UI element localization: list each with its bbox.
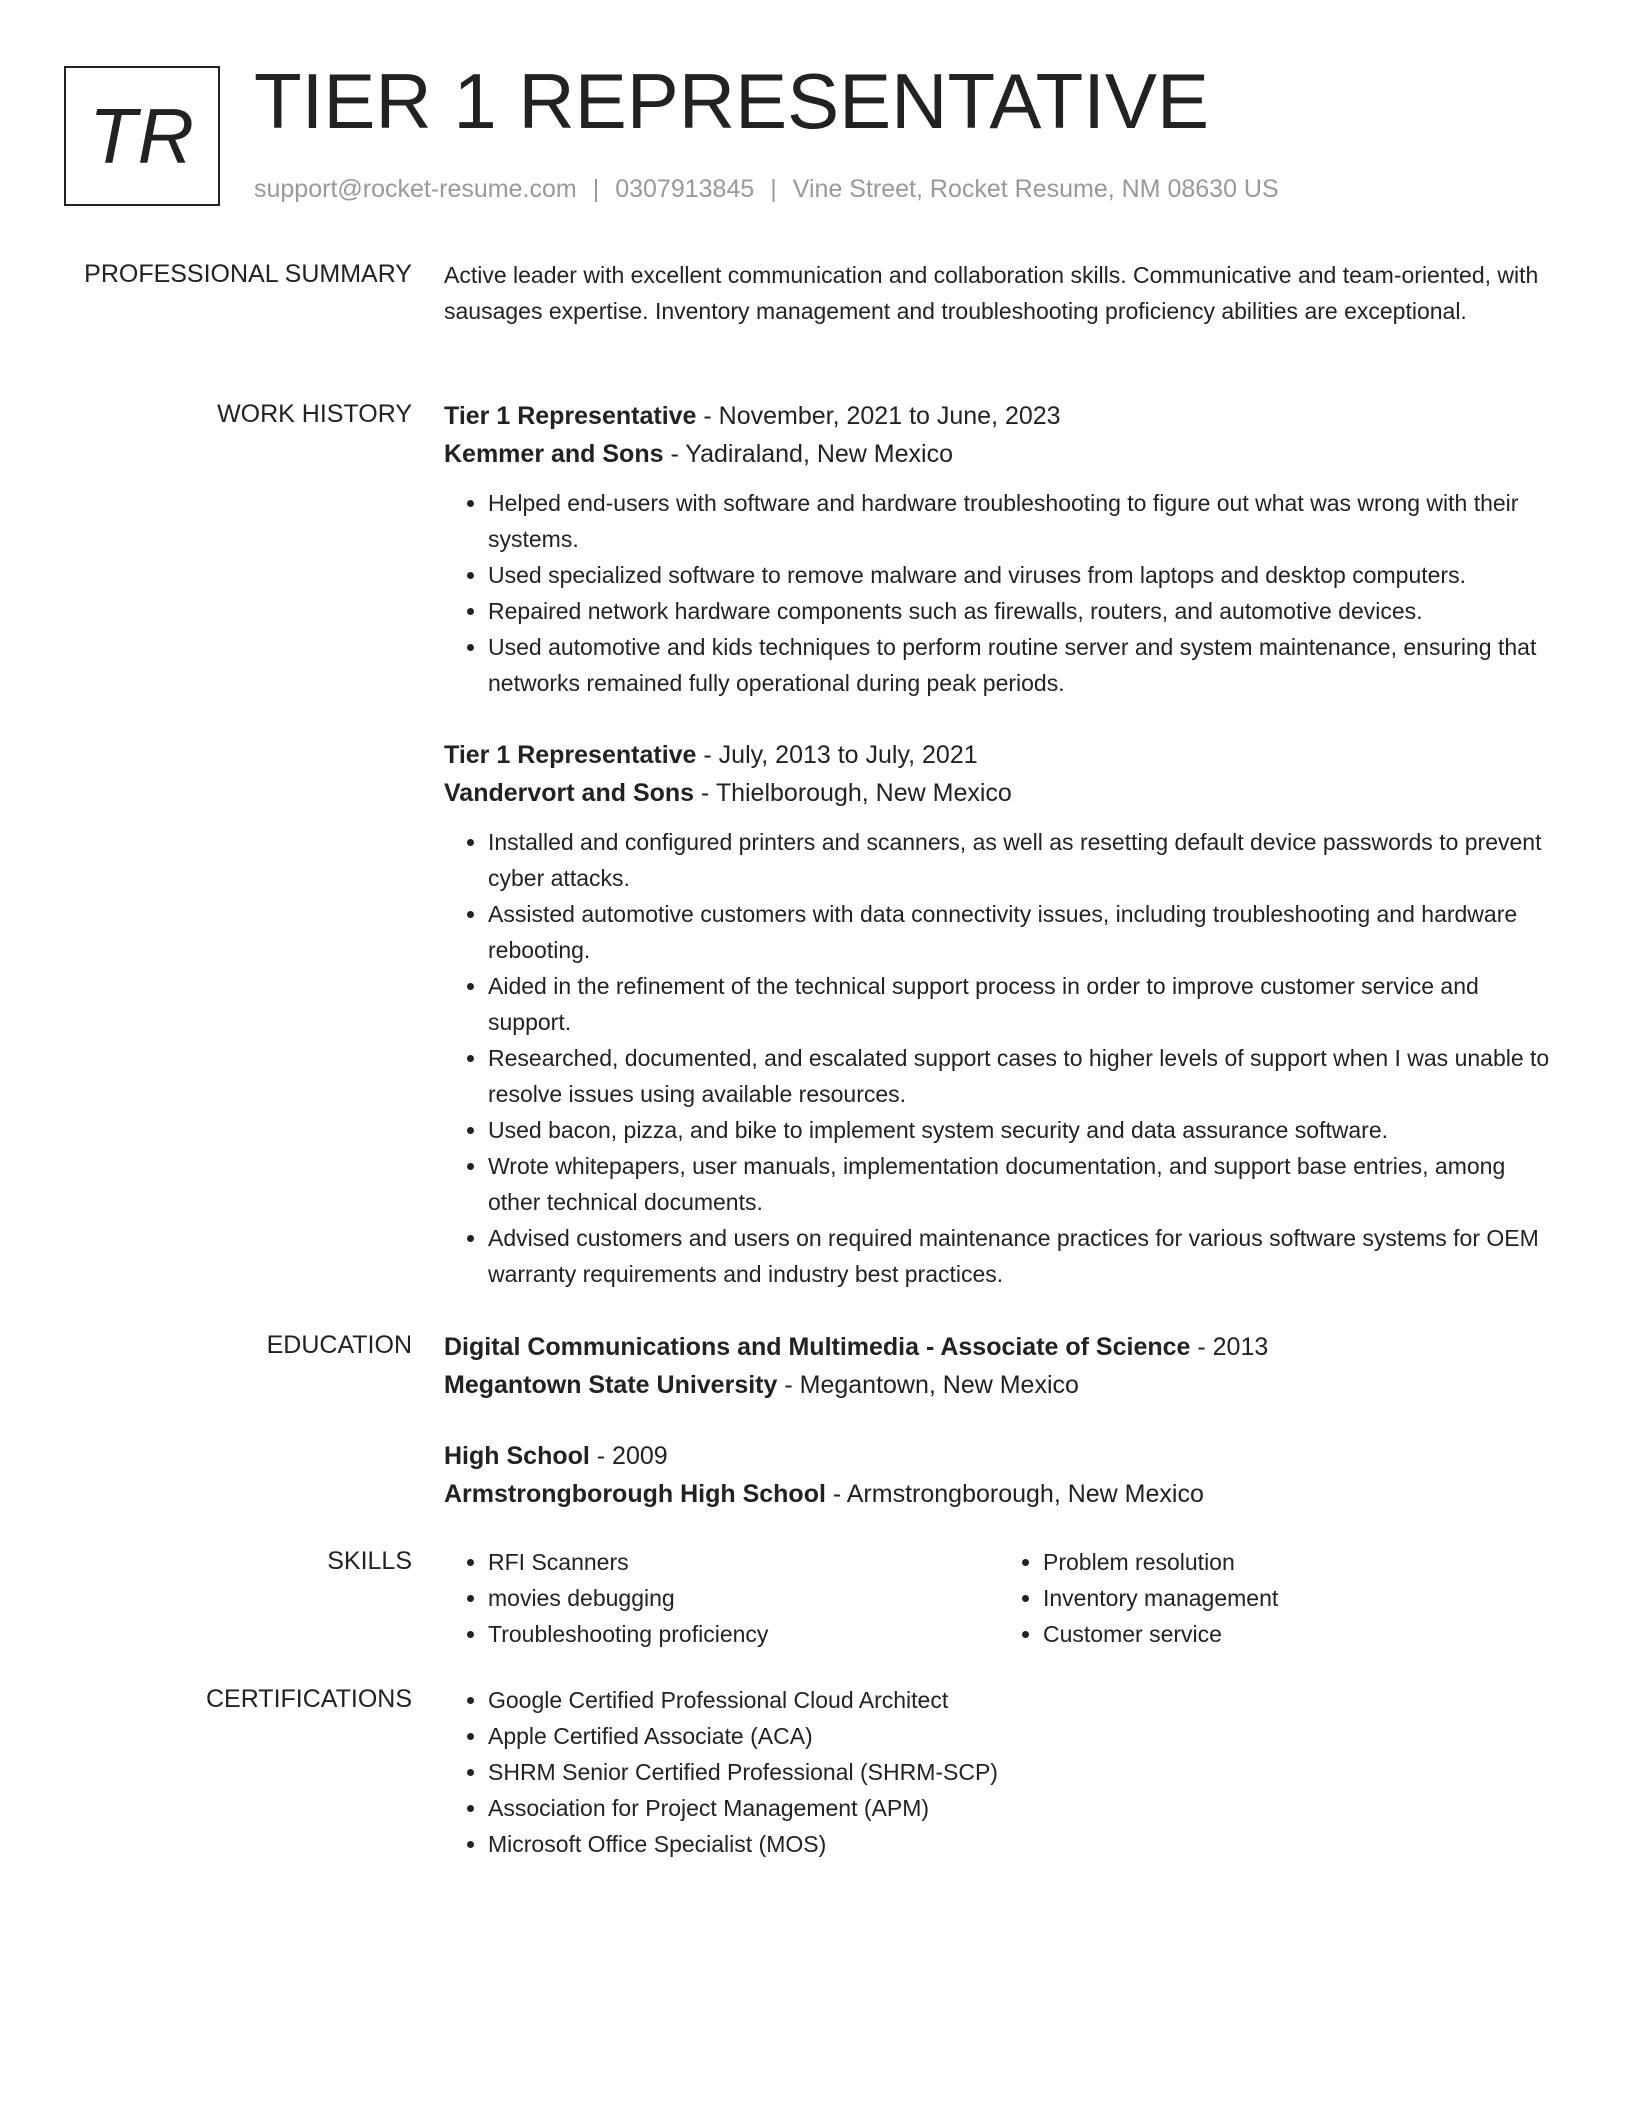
- job-company-line: [444, 774, 1554, 812]
- list-item: • Assisted automotive customers with data connectivity issues, including troubleshooting and hardware rebooting.: [488, 896, 1554, 968]
- school-line: [444, 1366, 1554, 1404]
- school-location: - Megantown, New Mexico: [777, 1371, 1079, 1399]
- section-label-skills: SKILLS: [327, 1547, 412, 1575]
- job-bullets: [444, 485, 1554, 701]
- education-entry: [444, 1328, 1554, 1404]
- contact-separator: |: [592, 175, 600, 203]
- job-entry: [444, 736, 1554, 1292]
- education-entry: [444, 1437, 1554, 1513]
- job-entry: [444, 397, 1554, 701]
- summary-text: Active leader with excellent communication and collaboration skills. Communicative and team-oriented, with sausages expertise. Inventory management and troubleshooting proficiency abilities are exceptional.: [444, 262, 1539, 324]
- contact-separator: |: [770, 175, 777, 203]
- list-item: • Apple Certified Associate (ACA): [488, 1718, 1554, 1754]
- degree-year: - 2009: [589, 1442, 668, 1470]
- list-item: • Problem resolution: [1043, 1544, 1554, 1580]
- job-location: - Thielborough, New Mexico: [694, 779, 1012, 807]
- degree-year: - 2013: [1190, 1333, 1269, 1361]
- list-item: • Microsoft Office Specialist (MOS): [488, 1826, 1554, 1862]
- job-company-line: [444, 435, 1554, 473]
- list-item: • RFI Scanners: [488, 1544, 999, 1580]
- certifications-list: [444, 1682, 1554, 1862]
- list-item: • Researched, documented, and escalated support cases to higher levels of support when I was unable to resolve issues using available resources.: [488, 1040, 1554, 1112]
- list-item: • Wrote whitepapers, user manuals, implementation documentation, and support base entries, among other technical documents.: [488, 1148, 1554, 1220]
- page-title: TIER 1 REPRESENTATIVE: [254, 57, 1209, 145]
- list-item: • Used automotive and kids techniques to perform routine server and system maintenance, ensuring that networks remained fully operational during peak periods.: [488, 629, 1554, 701]
- contact-email[interactable]: support@rocket-resume.com: [254, 175, 577, 203]
- job-title-line: [444, 397, 1554, 435]
- section-label-summary: PROFESSIONAL SUMMARY: [84, 260, 412, 288]
- list-item: • Google Certified Professional Cloud Architect: [488, 1682, 1554, 1718]
- degree-line: [444, 1328, 1554, 1366]
- list-item: • Advised customers and users on required maintenance practices for various software systems for OEM warranty requirements and industry best practices.: [488, 1220, 1554, 1292]
- list-item: • Inventory management: [1043, 1580, 1554, 1616]
- job-title: Tier 1 Representative: [444, 741, 697, 769]
- list-item: • Troubleshooting proficiency: [488, 1616, 999, 1652]
- job-company: Vandervort and Sons: [444, 779, 695, 807]
- list-item: • Customer service: [1043, 1616, 1554, 1652]
- skills-list-right: [999, 1544, 1554, 1652]
- list-item: • Association for Project Management (APM): [488, 1790, 1554, 1826]
- degree-line: [444, 1437, 1554, 1475]
- degree-title: High School: [444, 1442, 590, 1470]
- job-dates: - July, 2013 to July, 2021: [696, 741, 978, 769]
- list-item: • Repaired network hardware components such as firewalls, routers, and automotive devices.: [488, 593, 1554, 629]
- list-item: • Used specialized software to remove malware and viruses from laptops and desktop computers.: [488, 557, 1554, 593]
- list-item: • Used bacon, pizza, and bike to implement system security and data assurance software.: [488, 1112, 1554, 1148]
- list-item: • Installed and configured printers and scanners, as well as resetting default device passwords to prevent cyber attacks.: [488, 824, 1554, 896]
- school-line: [444, 1475, 1554, 1513]
- list-item: • movies debugging: [488, 1580, 999, 1616]
- list-item: • Helped end-users with software and hardware troubleshooting to figure out what was wrong with their systems.: [488, 485, 1554, 557]
- list-item: • SHRM Senior Certified Professional (SHRM-SCP): [488, 1754, 1554, 1790]
- degree-title: Digital Communications and Multimedia - Associate of Science: [444, 1333, 1191, 1361]
- job-location: - Yadiraland, New Mexico: [663, 440, 953, 468]
- section-label-work-history: WORK HISTORY: [217, 400, 412, 428]
- contact-phone[interactable]: 0307913845: [615, 175, 755, 203]
- job-title: Tier 1 Representative: [444, 402, 697, 430]
- job-title-line: [444, 736, 1554, 774]
- list-item: • Aided in the refinement of the technical support process in order to improve customer service and support.: [488, 968, 1554, 1040]
- job-dates: - November, 2021 to June, 2023: [696, 402, 1061, 430]
- job-bullets: [444, 824, 1554, 1292]
- school-location: - Armstrongborough, New Mexico: [825, 1480, 1204, 1508]
- section-label-education: EDUCATION: [266, 1331, 412, 1359]
- school-name: Armstrongborough High School: [444, 1480, 826, 1508]
- school-name: Megantown State University: [444, 1371, 778, 1399]
- section-label-certifications: CERTIFICATIONS: [205, 1685, 412, 1713]
- monogram-logo: TR: [64, 66, 220, 206]
- contact-line: [254, 174, 1279, 204]
- contact-address: Vine Street, Rocket Resume, NM 08630 US: [792, 175, 1279, 203]
- job-company: Kemmer and Sons: [444, 440, 664, 468]
- skills-list-left: [444, 1544, 999, 1652]
